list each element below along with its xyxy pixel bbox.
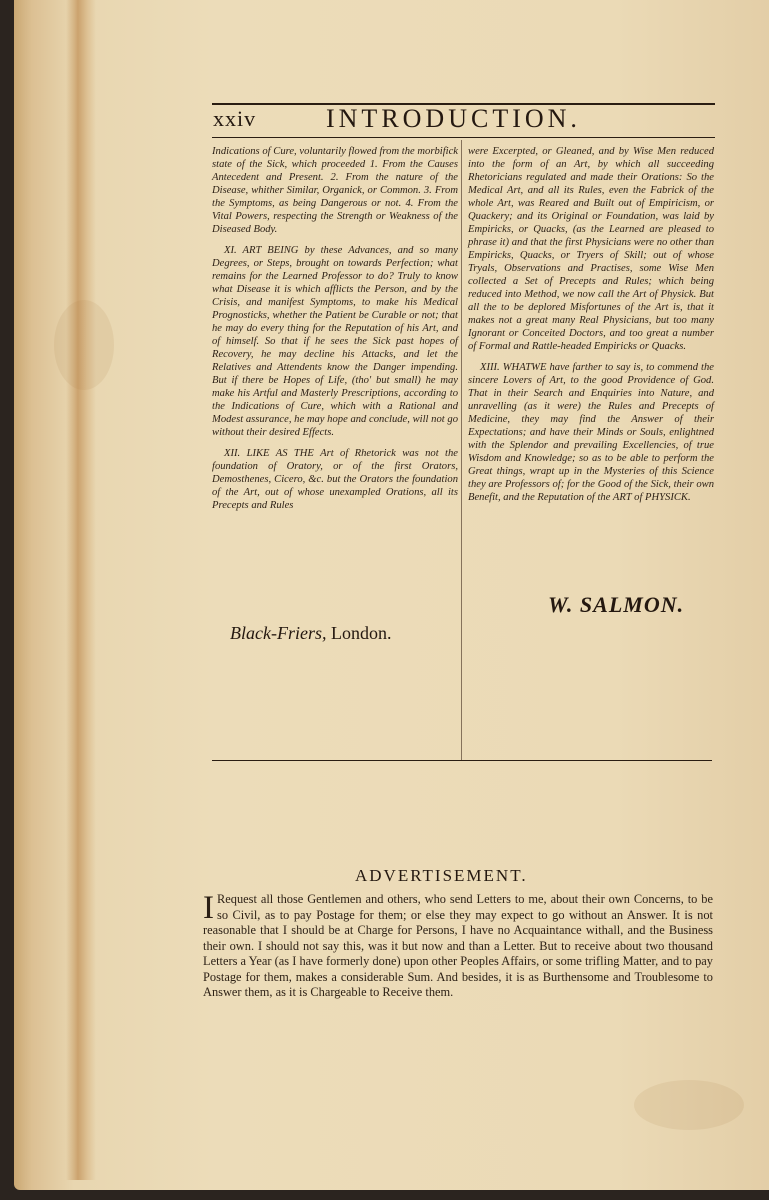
paragraph: XI. ART BEING by these Advances, and so many Degrees, or Steps, brought on towards Perfection; what remains for the Learned Professor to do? Truly to know what Disease it is which afflicts the Person, and by the Crisis, and manifest Symptoms, to make his Medical Prognosticks, whether the Patient be Curable or not; that he may do every thing for the Reputation of his Art, and of himself. So that if he sees the Sick past hopes of Recovery, he may decline his Attacks, and let the Relatives and Attendents know the Danger impending. But if there be Hopes of Life, (tho' but small) he may make his Artful and Masterly Prescriptions, according to the Indications of Cure, which with a Rational and Modest assurance, he may hope and conclude, will not go without their desired Effects. [212,245,458,438]
advertisement-text: Request all those Gentlemen and others, who send Letters to me, about their own Concerns, to be so Civil, as to pay Postage for them; or else they may expect to go without an Answer. It is not reasonable that I should be at Charge for Persons, I have no Acquaintance withall, and the Business their own. I should not say this, was it but now and than a Letter. But to receive about two thousand Letters a Year (as I have formerly done) upon other Peoples Affairs, or some trifling Matter, and to pay Postage for them, makes a considerable Sum. And besides, it is as Burthensome and Troublesome to Answer them, as it is Chargeable to Receive them. [203,892,713,999]
foxing-stain [634,1080,744,1130]
place-line [230,623,391,644]
left-column [212,145,458,520]
paragraph: XIII. WHATWE have farther to say is, to commend the sincere Lovers of Art, to the good Providence of God. That in their Search and Enquiries into Nature, and unravelling (as it were) the Rules and Precepts of Medicine, they may find the Answer of their Expectations; and have their Minds or Souls, enlightned with the Splendor and prevailing Excellencies, of true Wisdom and Knowledge; so as to be able to perform the Great things, wrapt up in the Mysteries of this Science they are Professors of; for the Good of the Sick, their own Benefit, and the Reputation of the ART of PHYSICK. [468,362,714,503]
running-head: INTRODUCTION. [326,104,581,133]
advertisement-body [203,892,713,1001]
advertisement-title: ADVERTISEMENT. [355,866,528,885]
paragraph: Indications of Cure, voluntarily flowed from the morbifick state of the Sick, which proceeded 1. From the Causes Antecedent and Present. 2. From the nature of the Disease, whither Similar, Organick, or Common. 3. From the Symptoms, as being Dangerous or not. 4. From the Vital Powers, respecting the Strength or Weakness of the Diseased Body. [212,146,458,235]
section-rule [212,760,712,761]
drop-cap: I [203,890,214,926]
binding-gutter [66,0,96,1180]
place-italic: Black-Friers, [230,623,327,643]
place-roman: London. [330,623,392,643]
right-column [468,145,714,512]
author-signature: W. SALMON. [548,592,685,617]
paragraph: were Excerpted, or Gleaned, and by Wise Men reduced into the form of an Art, by which all succeeding Rhetoricians regulated and made their Orations: So the Medical Art, and all its Rules, even the Fabrick of the whole Art, was Reared and Built out of Empiricism, or Quackery; and its Original or Foundation, was laid by Empiricks, or Quacks, (as the Learned are pleased to phrase it) and that the first Physicians were no other than Empiricks, Quacks, or Tryers of Skill; out of whose Tryals, Observations and Practises, some Wise Men collected a Set of Precepts and Rules; which being reduced into Method, we now call the Art of Physick. But all the to be deplored Misfortunes of the Art is, that it makes not a great many Real Physicians, but too many Ignorant or Conceited Doctors, and too great a number of Formal and Rattle-headed Empiricks or Quacks. [468,146,714,352]
paragraph: XII. LIKE AS THE Art of Rhetorick was not the foundation of Oratory, or of the first Orators, Demosthenes, Cicero, &c. but the Orators the foundation of the Art, out of whose unexampled Orations, all its Precepts and Rules [212,448,458,511]
header-rule [212,137,715,138]
column-divider [461,140,462,760]
page-number: xxiv [213,106,257,131]
